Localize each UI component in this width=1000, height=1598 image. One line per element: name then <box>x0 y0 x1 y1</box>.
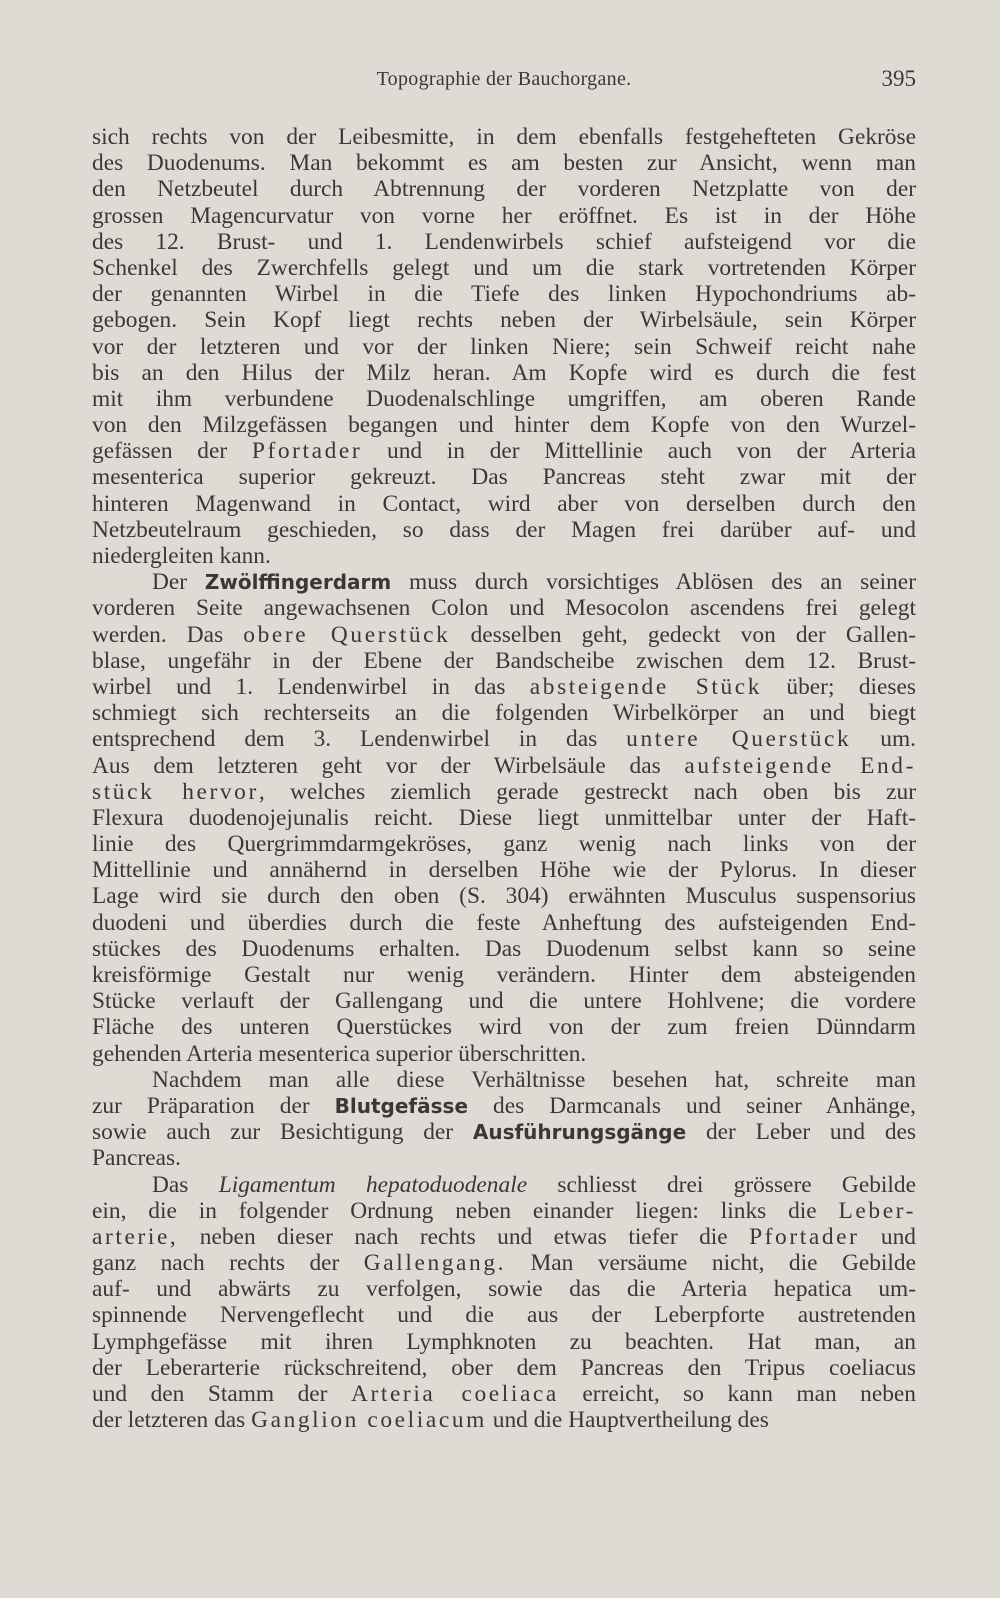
text-line: sich rechts von der Leibesmitte, in dem ebenfalls festgehefteten Gekröse <box>92 124 916 150</box>
text-line: gehenden Arteria mesenterica superior überschritten. <box>92 1040 587 1067</box>
text-line: sowie auch zur Besichtigung der Ausführungsgänge der Leber und des <box>92 1119 916 1146</box>
paragraph <box>92 569 916 1067</box>
text-line: blase, ungefähr in der Ebene der Bandscheibe zwischen dem 12. Brust- <box>92 647 916 674</box>
text-line: hinteren Magenwand in Contact, wird aber von derselben durch den <box>92 490 916 517</box>
text-line: der letzteren das Ganglion coeliacum und die Hauptvertheilung des <box>92 1407 769 1434</box>
text-line: ganz nach rechts der Gallengang. Man versäume nicht, die Gebilde <box>92 1250 916 1277</box>
text-line: und den Stamm der Arteria coeliaca erreicht, so kann man neben <box>92 1381 916 1407</box>
text-line: Lage wird sie durch den oben (S. 304) erwähnten Musculus suspensorius <box>92 883 916 910</box>
text-line: stück hervor, welches ziemlich gerade gestreckt nach oben bis zur <box>92 778 916 805</box>
text-line: werden. Das obere Querstück desselben geht, gedeckt von der Gallen- <box>92 621 916 648</box>
text-line: Das Ligamentum hepatoduodenale schliesst drei grössere Gebilde <box>152 1171 916 1198</box>
text-line: von den Milzgefässen begangen und hinter dem Kopfe von den Wurzel- <box>92 412 916 439</box>
text-line: linie des Quergrimmdarmgekröses, ganz wenig nach links von der <box>92 831 916 858</box>
running-title: Topographie der Bauchorgane. <box>376 68 632 90</box>
text-line: Flexura duodenojejunalis reicht. Diese liegt unmittelbar unter der Haft- <box>92 804 916 831</box>
text-line: des 12. Brust- und 1. Lendenwirbels schief aufsteigend vor die <box>92 228 916 255</box>
text-line: Netzbeutelraum geschieden, so dass der Magen frei darüber auf- und <box>92 516 916 543</box>
text-line: duodeni und überdies durch die feste Anheftung des aufsteigenden End- <box>92 909 916 936</box>
text-line: Fläche des unteren Querstückes wird von der zum freien Dünndarm <box>92 1014 916 1041</box>
text-line: Aus dem letzteren geht vor der Wirbelsäule das aufsteigende End- <box>92 752 916 779</box>
text-line: mesenterica superior gekreuzt. Das Pancreas steht zwar mit der <box>92 464 916 491</box>
text-line: wirbel und 1. Lendenwirbel in das absteigende Stück über; dieses <box>92 673 916 700</box>
text-line: des Duodenums. Man bekommt es am besten zur Ansicht, wenn man <box>92 150 916 177</box>
text-line: Der Zwölffingerdarm muss durch vorsichtiges Ablösen des an seiner <box>152 569 916 596</box>
paragraph <box>92 124 916 569</box>
text-line: spinnende Nervengeflecht und die aus der Leberpforte austretenden <box>92 1302 916 1329</box>
text-line: gefässen der Pfortader und in der Mittellinie auch von der Arteria <box>92 438 916 465</box>
text-line: vorderen Seite angewachsenen Colon und Mesocolon ascendens frei gelegt <box>92 595 916 622</box>
text-line: auf- und abwärts zu verfolgen, sowie das die Arteria hepatica um- <box>92 1276 916 1303</box>
text-line: der genannten Wirbel in die Tiefe des linken Hypochondriums ab- <box>92 281 916 308</box>
text-line: Mittellinie und annähernd in derselben Höhe wie der Pylorus. In dieser <box>92 857 916 884</box>
text-line: gebogen. Sein Kopf liegt rechts neben der Wirbelsäule, sein Körper <box>92 307 916 334</box>
text-line: Schenkel des Zwerchfells gelegt und um die stark vortretenden Körper <box>92 254 916 281</box>
text-line: grossen Magencurvatur von vorne her eröffnet. Es ist in der Höhe <box>92 202 916 229</box>
page-number: 395 <box>881 66 916 91</box>
text-line: Nachdem man alle diese Verhältnisse besehen hat, schreite man <box>152 1066 916 1093</box>
paragraph <box>92 1067 916 1172</box>
text-line: zur Präparation der Blutgefässe des Darmcanals und seiner Anhänge, <box>92 1092 916 1119</box>
text-line: mit ihm verbundene Duodenalschlinge umgriffen, am oberen Rande <box>92 385 916 412</box>
text-line: den Netzbeutel durch Abtrennung der vorderen Netzplatte von der <box>92 176 916 203</box>
text-line: ein, die in folgender Ordnung neben einander liegen: links die Leber- <box>92 1197 916 1224</box>
page-header <box>92 68 916 100</box>
text-line: schmiegt sich rechterseits an die folgenden Wirbelkörper an und biegt <box>92 700 916 727</box>
body-text <box>92 124 916 1433</box>
text-line: Pancreas. <box>92 1145 181 1172</box>
text-line: arterie, neben dieser nach rechts und etwas tiefer die Pfortader und <box>92 1223 916 1250</box>
text-line: bis an den Hilus der Milz heran. Am Kopfe wird es durch die fest <box>92 359 916 386</box>
text-line: Lymphgefässe mit ihren Lymphknoten zu beachten. Hat man, an <box>92 1328 916 1355</box>
text-line: der Leberarterie rückschreitend, ober dem Pancreas den Tripus coeliacus <box>92 1354 916 1381</box>
text-line: entsprechend dem 3. Lendenwirbel in das untere Querstück um. <box>92 726 916 753</box>
text-line: vor der letzteren und vor der linken Niere; sein Schweif reicht nahe <box>92 333 916 360</box>
text-line: niedergleiten kann. <box>92 543 271 569</box>
text-line: stückes des Duodenums erhalten. Das Duodenum selbst kann so seine <box>92 935 916 962</box>
text-line: Stücke verlauft der Gallengang und die untere Hohlvene; die vordere <box>92 988 916 1015</box>
text-line: kreisförmige Gestalt nur wenig verändern. Hinter dem absteigenden <box>92 962 916 988</box>
paragraph <box>92 1172 916 1434</box>
